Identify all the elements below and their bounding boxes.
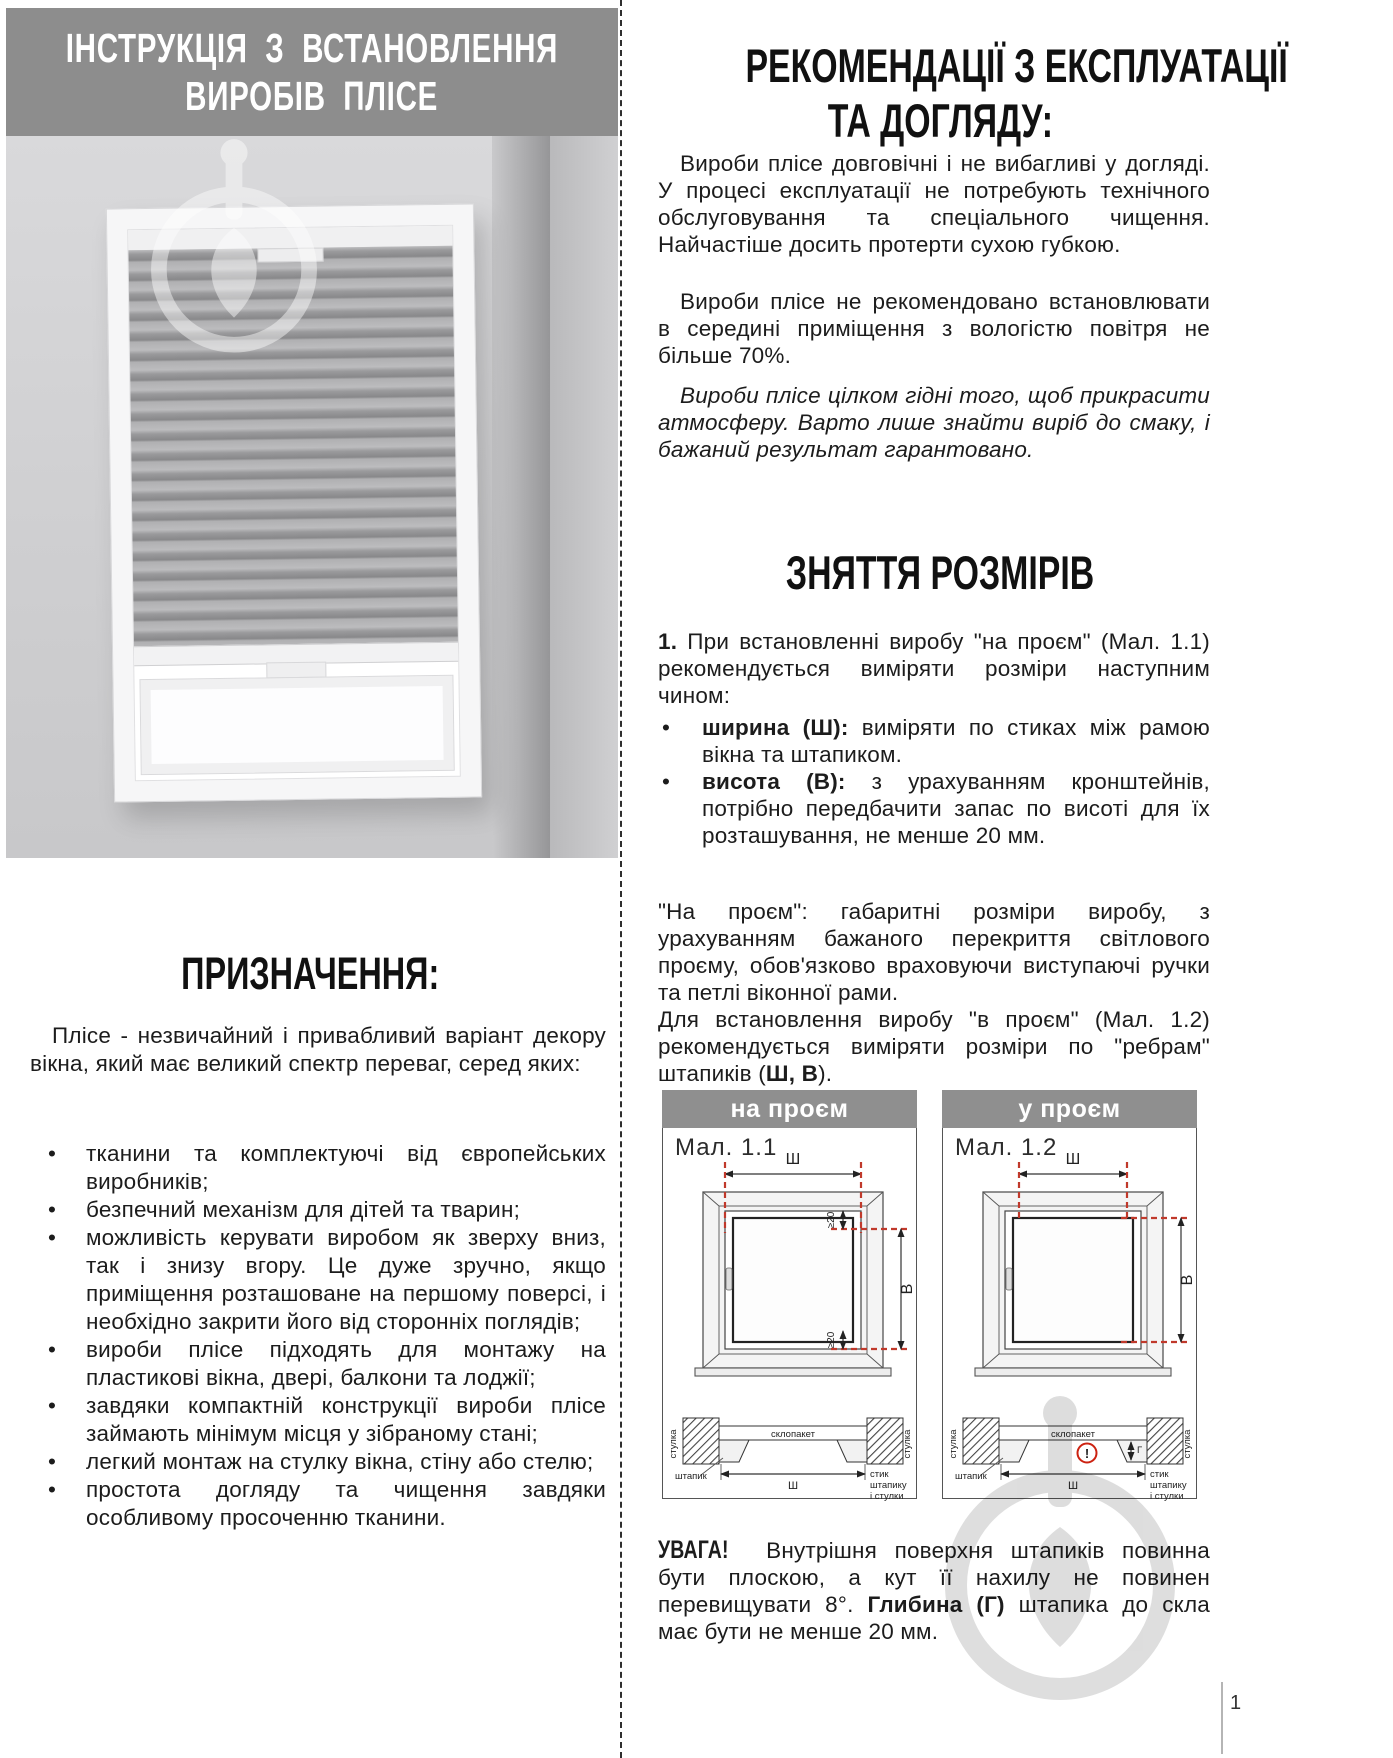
warning-exclamation-icon: ! [1084,1446,1090,1461]
warning-label: УВАГА! [658,1536,729,1564]
section-width-label: Ш [1067,1480,1079,1492]
warning-paragraph: УВАГА! Внутрішня поверхня штапиків повинна бути плоскою, а кут її нахилу не повинен перевищувати 8°. Глибина (Г) штапика до скла має бути не менше 20 мм. [658,1536,1210,1644]
diagram-na-proem-body [662,1128,917,1502]
purpose-bullet: • безпечний механізм для дітей та тварин; [30,1196,606,1224]
pleated-fabric [128,246,457,646]
left-header-banner [6,8,618,136]
dim-width-label: Ш [785,1151,801,1168]
bead-label: штапик [955,1471,987,1482]
overlap-top-label: ≥20 [826,1211,837,1229]
measuring-step1: 1. При встановленні виробу "на проєм" (Мал. 1.1) рекомендується виміряти розміри наступним чином: [658,629,1210,708]
dim-height-label: В [899,1283,916,1295]
window-with-pleated-blind [106,203,482,802]
diagram-u-proem-body [942,1128,1197,1502]
diagram-u-proem [942,1090,1197,1502]
window-opening [127,225,461,781]
purpose-bullet: • вироби плісе підходять для монтажу на пластикові вікна, двері, балкони та лоджії; [30,1336,606,1392]
figure-caption: Мал. 1.2 [955,1134,1058,1161]
left-header-line1: ІНСТРУКЦІЯ З ВСТАНОВЛЕННЯ [65,25,559,71]
joint-label-1: стик [870,1469,889,1480]
diagram-na-proem-header: на проєм [662,1090,917,1128]
sash-label-left: стулка [948,1429,959,1459]
measuring-bullet-height: • висота (В): з урахуванням кронштейнів, потрібно передбачити запас по висоті для їх розташування, не менше 20 мм. [658,768,1210,849]
measuring-bullet-width: • ширина (Ш): виміряти по стиках між рамою вікна та штапиком. [658,714,1210,768]
sash-label-right: стулка [902,1429,913,1459]
v-proem-paragraph: Для встановлення виробу "в проєм" (Мал. 1.2) рекомендується виміряти розміри по "ребрам" штапиків (Ш, В). [658,1007,1210,1086]
dim-height-label: В [1179,1274,1196,1286]
depth-label: Г [1137,1445,1143,1456]
joint-label-1: стик [1150,1469,1169,1480]
sash-label-left: стулка [668,1429,679,1459]
care-paragraph-3: Вироби плісе цілком гідні того, щоб прикрасити атмосферу. Варто лише знайти виріб до смаку, і бажаний результат гарантовано. [658,383,1210,462]
purpose-bullet-list [30,1140,606,1532]
column-divider-dashed-line [620,0,622,1758]
sash-label-right: стулка [1182,1429,1193,1459]
section-width-label: Ш [787,1480,799,1492]
joint-label-3: і стулки [870,1491,904,1502]
page-number-rule [1221,1682,1223,1754]
blind-top-handle [257,248,323,263]
purpose-intro: Плісе - незвичайний і привабливий варіант декору вікна, який має великий спектр переваг, серед яких: [30,1023,606,1076]
measuring-bullet-list [658,714,1210,849]
overlap-bottom-label: ≥20 [826,1331,837,1349]
wall-reveal-light [550,136,618,858]
wall-reveal-shadow [492,136,550,858]
care-paragraph-1: Вироби плісе довговічні і не вибагливі у догляді. У процесі експлуатації не потребують технічного обслуговування та спеціального чищення. Найчастіше досить протерти сухою губкою. [658,151,1210,257]
joint-label-2: штапику [870,1480,907,1491]
left-header-line2: ВИРОБІВ ПЛІСЕ [185,73,439,119]
figure-caption: Мал. 1.1 [675,1134,778,1161]
glazing-unit-label: склопакет [771,1429,815,1440]
purpose-bullet: • простота догляду та чищення завдяки особливому просоченню тканини. [30,1476,606,1532]
purpose-bullet: • завдяки компактній конструкції вироби плісе займають мінімум місця у зібраному стані; [30,1392,606,1448]
diagram-na-proem [662,1090,917,1502]
diagram-u-proem-drawing [943,1128,1196,1502]
page-number: 1 [1230,1692,1242,1714]
dim-width-label: Ш [1065,1151,1081,1168]
measuring-title: ЗНЯТТЯ РОЗМІРІВ [785,546,1095,599]
product-photo [6,136,618,858]
blind-bottom-handle [266,662,326,679]
diagram-u-proem-header: у проєм [942,1090,1197,1128]
bead-label: штапик [675,1471,707,1482]
care-title: РЕКОМЕНДАЦІЇ З ЕКСПЛУАТАЦІЇ ТА ДОГЛЯДУ: [745,39,1288,147]
diagram-na-proem-drawing [663,1128,916,1502]
glazing-unit-label: склопакет [1051,1429,1095,1440]
purpose-title: ПРИЗНАЧЕННЯ: [180,948,440,999]
purpose-bullet: • легкий монтаж на стулку вікна, стіну або стелю; [30,1448,606,1476]
joint-label-2: штапику [1150,1480,1187,1491]
joint-label-3: і стулки [1150,1491,1184,1502]
purpose-bullet: • тканини та комплектуючі від європейських виробників; [30,1140,606,1196]
window-glass [140,676,453,774]
care-paragraph-2: Вироби плісе не рекомендовано встановлювати в середині приміщення з вологістю повітря не більше 70%. [658,289,1210,368]
na-proem-paragraph: "На проєм": габаритні розміри виробу, з урахуванням бажаного перекриття світлового проєму, обов'язково враховуючи виступаючі ручки та петлі віконної рами. [658,899,1210,1005]
purpose-bullet: • можливість керувати виробом як зверху вниз, так і знизу вгору. Це дуже зручно, якщо приміщення розташоване на першому поверсі, і необхідно закрити його від сторонніх поглядів; [30,1224,606,1336]
